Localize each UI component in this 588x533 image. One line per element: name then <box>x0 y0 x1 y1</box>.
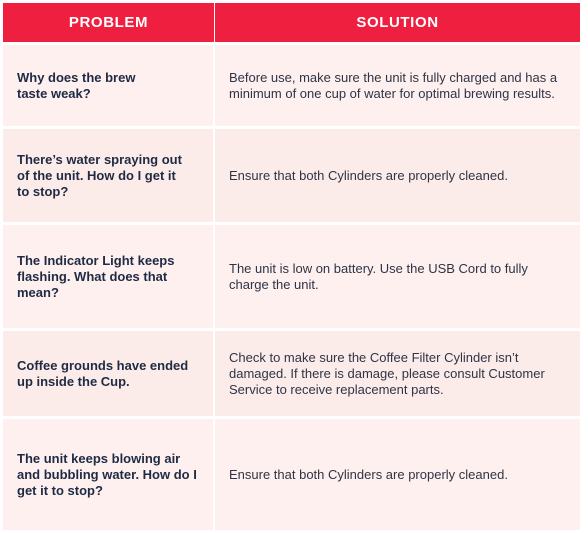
problem-cell-5 <box>3 416 215 530</box>
solution-text: Ensure that both Cylinders are properly cleaned. <box>229 466 508 482</box>
solution-cell-2 <box>215 126 580 222</box>
solution-cell-5 <box>215 416 580 530</box>
solution-cell-3 <box>215 222 580 328</box>
header-problem-label: PROBLEM <box>68 14 149 31</box>
problem-text: The unit keeps blowing air and bubbling water. How do I get it to stop? <box>17 450 197 498</box>
solution-text: Check to make sure the Coffee Filter Cylinder isn’t damaged. If there is damage, please consult Customer Service to receive replacement parts. <box>229 349 545 397</box>
problem-text: Why does the brew taste weak? <box>17 69 136 101</box>
header-solution-label: SOLUTION <box>356 14 439 31</box>
header-problem <box>3 3 215 42</box>
problem-text: The Indicator Light keeps flashing. What does that mean? <box>17 252 175 300</box>
problem-text: There’s water spraying out of the unit. How do I get it to stop? <box>17 151 182 199</box>
solution-text: Before use, make sure the unit is fully charged and has a minimum of one cup of water for optimal brewing results. <box>229 69 558 101</box>
solution-text: Ensure that both Cylinders are properly cleaned. <box>229 167 508 183</box>
problem-cell-1 <box>3 42 215 126</box>
solution-cell-1 <box>215 42 580 126</box>
problem-cell-2 <box>3 126 215 222</box>
problem-cell-3 <box>3 222 215 328</box>
header-solution <box>215 3 580 42</box>
problem-cell-4 <box>3 328 215 416</box>
solution-cell-4 <box>215 328 580 416</box>
solution-text: The unit is low on battery. Use the USB Cord to fully charge the unit. <box>229 260 528 292</box>
troubleshooting-table <box>3 3 580 530</box>
problem-text: Coffee grounds have ended up inside the Cup. <box>17 357 189 389</box>
